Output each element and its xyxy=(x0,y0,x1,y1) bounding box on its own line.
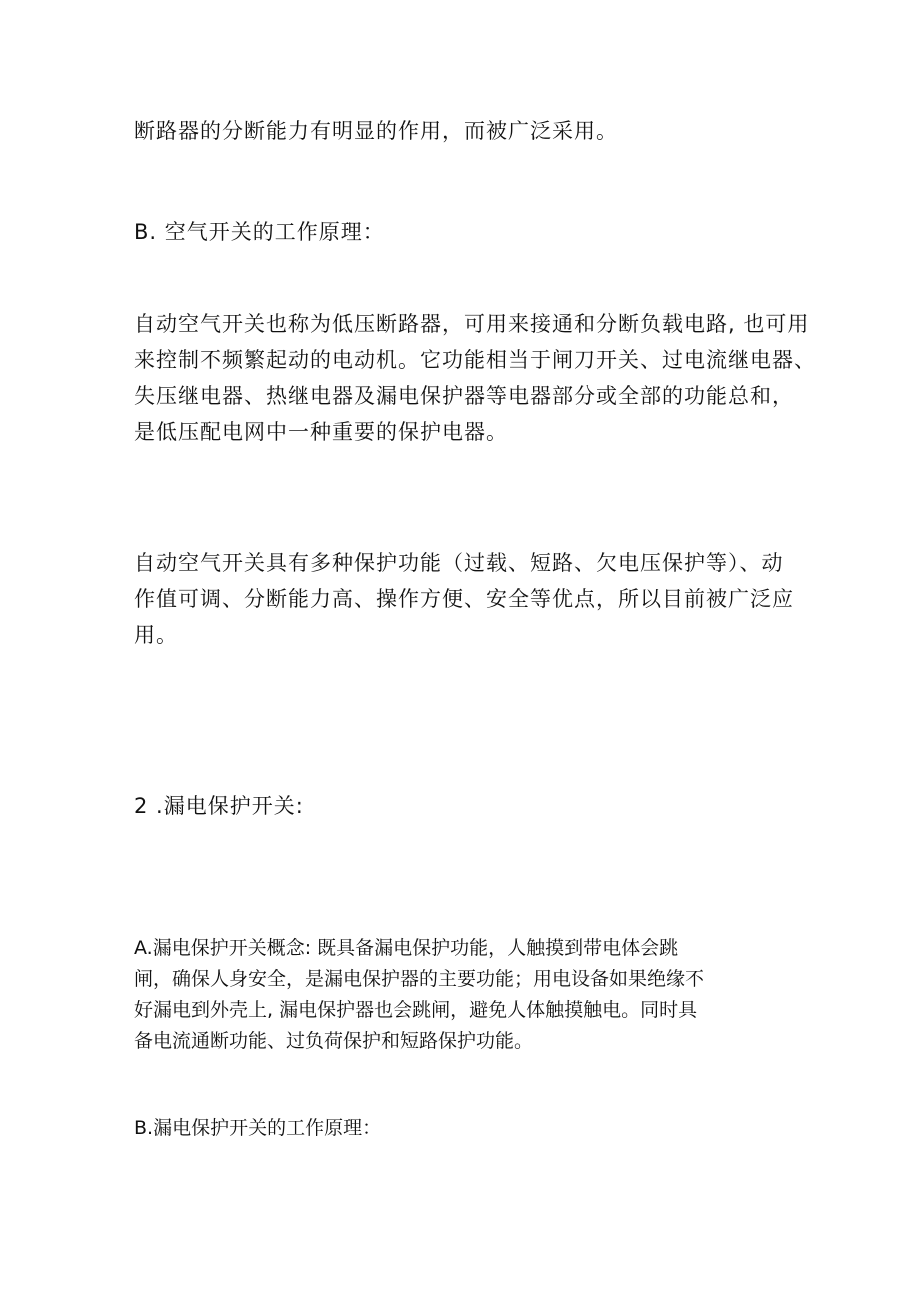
paragraph-leakage-switch-concept xyxy=(134,933,704,1057)
text-line: 用。 xyxy=(134,623,178,647)
text-line: B. 空气开关的工作原理： xyxy=(134,220,385,244)
text-line: 自动空气开关具有多种保护功能（过载、短路、欠电压保护等）、动 xyxy=(134,551,784,575)
text-line: 是低压配电网中一种重要的保护电器。 xyxy=(134,420,508,444)
text-line: 来控制不频繁起动的电动机。它功能相当于闸刀开关、过电流继电器、 xyxy=(134,348,816,372)
heading-leakage-switch-principle xyxy=(134,1113,381,1144)
heading-air-switch-principle xyxy=(134,214,385,250)
text-line: 好漏电到外壳上, 漏电保护器也会跳闸，避免人体触摸触电。同时具 xyxy=(134,999,698,1021)
text-line: 备电流通断功能、过负荷保护和短路保护功能。 xyxy=(134,1030,534,1052)
paragraph-air-switch-definition xyxy=(134,306,816,450)
text-line: 自动空气开关也称为低压断路器，可用来接通和分断负载电路, 也可用 xyxy=(134,312,810,336)
text-line: 闸，确保人身安全，是漏电保护器的主要功能；用电设备如果绝缘不 xyxy=(134,968,705,990)
text-line: 作值可调、分断能力高、操作方便、安全等优点，所以目前被广泛应 xyxy=(134,587,794,611)
paragraph-breaker-capacity xyxy=(134,113,618,149)
text-line: B.漏电保护开关的工作原理： xyxy=(134,1117,382,1139)
paragraph-air-switch-features xyxy=(134,545,794,653)
heading-leakage-switch xyxy=(134,788,304,824)
text-line: 失压继电器、热继电器及漏电保护器等电器部分或全部的功能总和， xyxy=(134,384,794,408)
text-line: 断路器的分断能力有明显的作用，而被广泛采用。 xyxy=(134,119,618,143)
text-line: 2 .漏电保护开关: xyxy=(134,794,304,818)
text-line: A.漏电保护开关概念: 既具备漏电保护功能，人触摸到带电体会跳 xyxy=(134,937,679,959)
